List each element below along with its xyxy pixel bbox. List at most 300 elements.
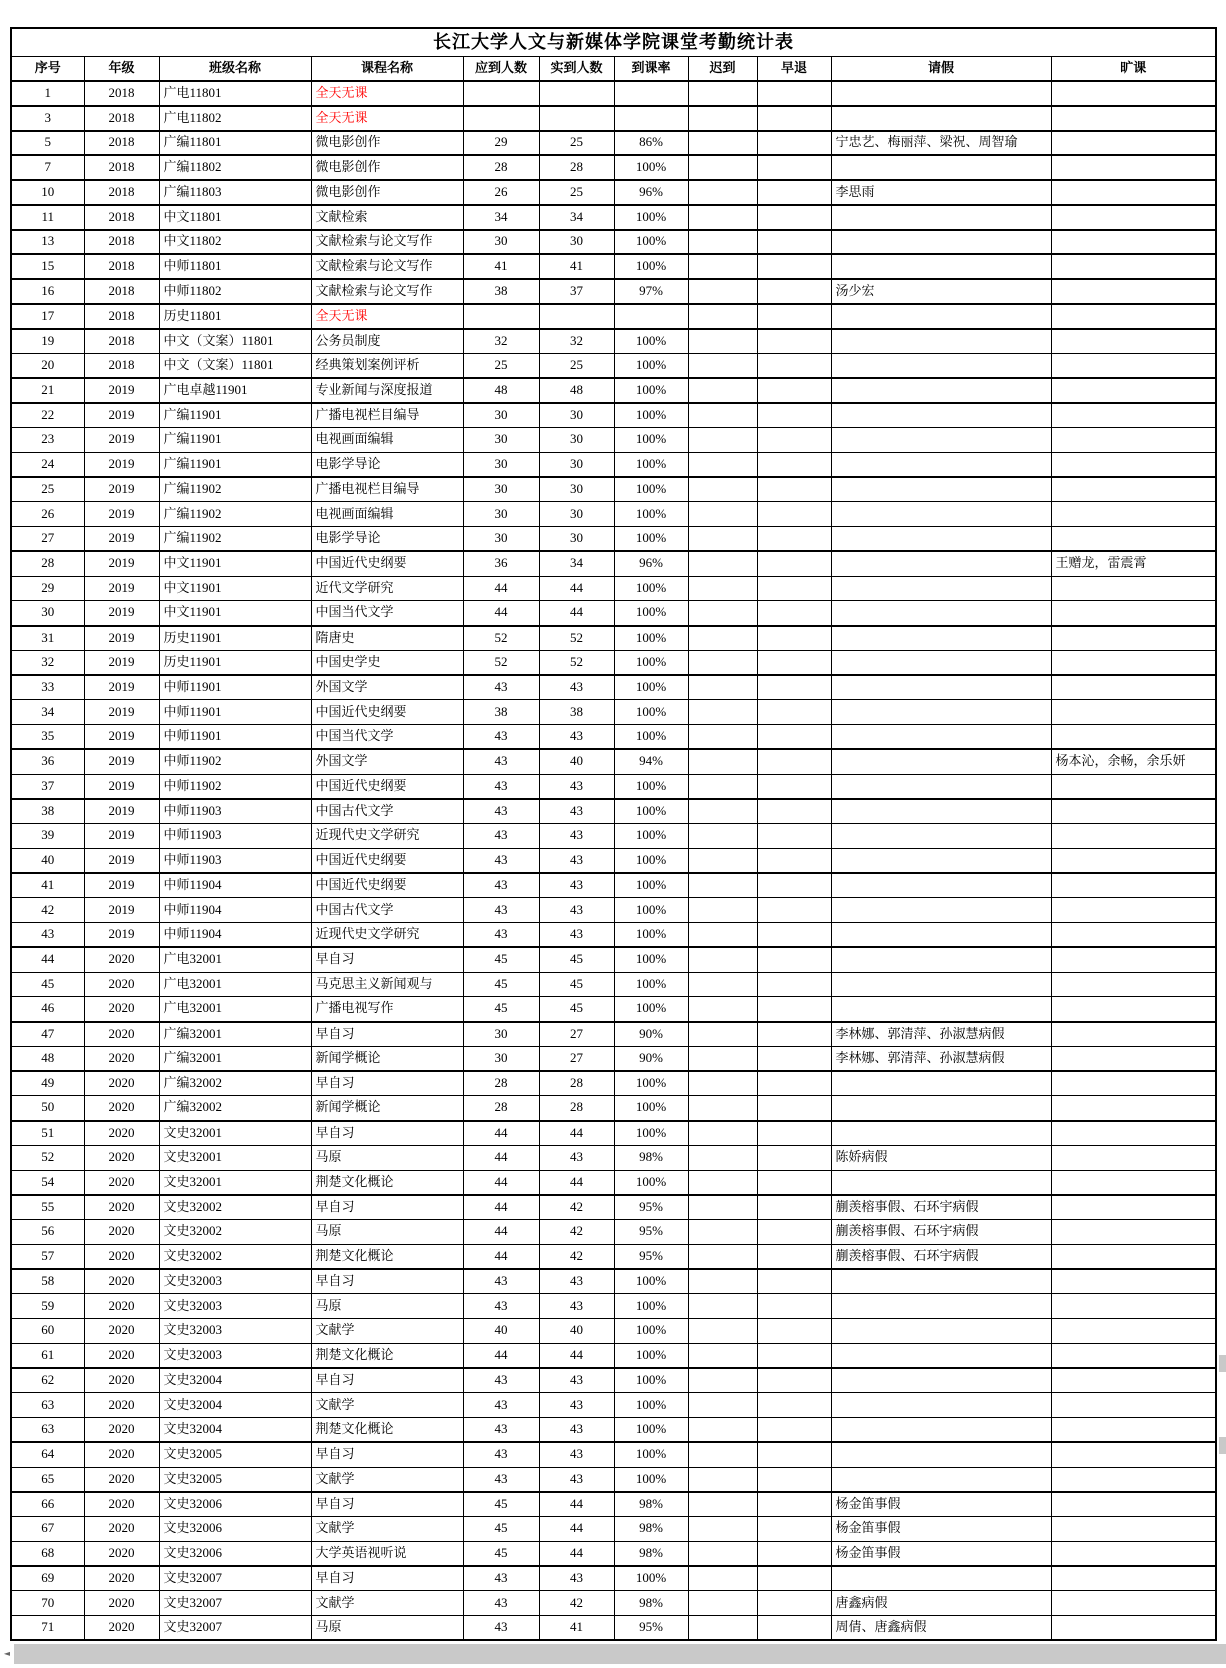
cell-leave[interactable] xyxy=(831,799,1051,824)
cell-early[interactable] xyxy=(757,1517,831,1542)
cell-grade[interactable]: 2020 xyxy=(84,1492,159,1517)
cell-course-name[interactable]: 早自习 xyxy=(311,1195,463,1220)
cell-grade[interactable]: 2020 xyxy=(84,1220,159,1245)
cell-no[interactable]: 23 xyxy=(11,428,84,453)
cell-absence[interactable] xyxy=(1051,725,1216,750)
cell-leave[interactable] xyxy=(831,576,1051,601)
cell-actual[interactable]: 28 xyxy=(539,155,614,180)
cell-class-name[interactable]: 广编11902 xyxy=(159,502,311,527)
cell-late[interactable] xyxy=(688,1616,757,1641)
cell-actual[interactable]: 37 xyxy=(539,279,614,304)
cell-expected[interactable]: 30 xyxy=(463,527,539,552)
cell-late[interactable] xyxy=(688,254,757,279)
cell-rate[interactable]: 100% xyxy=(614,1294,688,1319)
cell-leave[interactable]: 汤少宏 xyxy=(831,279,1051,304)
cell-early[interactable] xyxy=(757,1170,831,1195)
cell-class-name[interactable]: 广编11901 xyxy=(159,452,311,477)
cell-early[interactable] xyxy=(757,1541,831,1566)
cell-class-name[interactable]: 文史32003 xyxy=(159,1294,311,1319)
cell-leave[interactable] xyxy=(831,824,1051,849)
cell-expected[interactable] xyxy=(463,106,539,131)
cell-course-name[interactable]: 早自习 xyxy=(311,1121,463,1146)
cell-expected[interactable]: 43 xyxy=(463,1442,539,1467)
cell-course-name[interactable]: 文献学 xyxy=(311,1319,463,1344)
cell-leave[interactable] xyxy=(831,428,1051,453)
cell-absence[interactable] xyxy=(1051,452,1216,477)
cell-actual[interactable]: 43 xyxy=(539,873,614,898)
cell-grade[interactable]: 2019 xyxy=(84,626,159,651)
cell-course-name[interactable]: 早自习 xyxy=(311,1071,463,1096)
cell-grade[interactable]: 2020 xyxy=(84,972,159,997)
cell-early[interactable] xyxy=(757,155,831,180)
cell-late[interactable] xyxy=(688,947,757,972)
cell-actual[interactable]: 44 xyxy=(539,1492,614,1517)
cell-leave[interactable] xyxy=(831,700,1051,725)
cell-absence[interactable] xyxy=(1051,700,1216,725)
cell-grade[interactable]: 2018 xyxy=(84,230,159,255)
cell-course-name[interactable]: 中国古代文学 xyxy=(311,799,463,824)
cell-expected[interactable]: 43 xyxy=(463,898,539,923)
cell-rate[interactable]: 100% xyxy=(614,1393,688,1418)
cell-course-name[interactable]: 中国近代史纲要 xyxy=(311,873,463,898)
cell-early[interactable] xyxy=(757,279,831,304)
cell-class-name[interactable]: 中师11901 xyxy=(159,700,311,725)
cell-course-name[interactable]: 全天无课 xyxy=(311,304,463,329)
cell-no[interactable]: 29 xyxy=(11,576,84,601)
cell-course-name[interactable]: 广播电视栏目编导 xyxy=(311,403,463,428)
cell-rate[interactable]: 95% xyxy=(614,1616,688,1641)
cell-no[interactable]: 30 xyxy=(11,601,84,626)
cell-class-name[interactable]: 历史11901 xyxy=(159,650,311,675)
cell-expected[interactable]: 44 xyxy=(463,1195,539,1220)
cell-late[interactable] xyxy=(688,428,757,453)
cell-early[interactable] xyxy=(757,1616,831,1641)
cell-leave[interactable] xyxy=(831,725,1051,750)
cell-expected[interactable]: 34 xyxy=(463,205,539,230)
cell-grade[interactable]: 2018 xyxy=(84,353,159,378)
cell-no[interactable]: 7 xyxy=(11,155,84,180)
cell-leave[interactable] xyxy=(831,106,1051,131)
cell-late[interactable] xyxy=(688,1046,757,1071)
cell-grade[interactable]: 2020 xyxy=(84,1591,159,1616)
cell-grade[interactable]: 2018 xyxy=(84,279,159,304)
cell-class-name[interactable]: 广编11901 xyxy=(159,428,311,453)
cell-early[interactable] xyxy=(757,329,831,354)
cell-expected[interactable]: 25 xyxy=(463,353,539,378)
cell-early[interactable] xyxy=(757,1393,831,1418)
cell-no[interactable]: 64 xyxy=(11,1442,84,1467)
cell-absence[interactable] xyxy=(1051,378,1216,403)
cell-course-name[interactable]: 马克思主义新闻观与 xyxy=(311,972,463,997)
cell-expected[interactable]: 43 xyxy=(463,799,539,824)
cell-expected[interactable]: 36 xyxy=(463,551,539,576)
cell-leave[interactable] xyxy=(831,502,1051,527)
cell-absence[interactable] xyxy=(1051,1343,1216,1368)
cell-actual[interactable]: 42 xyxy=(539,1591,614,1616)
cell-leave[interactable]: 蒯羡榕事假、石环宇病假 xyxy=(831,1220,1051,1245)
cell-course-name[interactable]: 文献检索与论文写作 xyxy=(311,279,463,304)
cell-grade[interactable]: 2020 xyxy=(84,1442,159,1467)
cell-absence[interactable] xyxy=(1051,626,1216,651)
cell-course-name[interactable]: 文献学 xyxy=(311,1517,463,1542)
cell-absence[interactable] xyxy=(1051,180,1216,205)
cell-actual[interactable]: 25 xyxy=(539,180,614,205)
cell-expected[interactable]: 30 xyxy=(463,403,539,428)
cell-no[interactable]: 50 xyxy=(11,1096,84,1121)
cell-late[interactable] xyxy=(688,1319,757,1344)
cell-no[interactable]: 63 xyxy=(11,1418,84,1443)
cell-rate[interactable]: 100% xyxy=(614,527,688,552)
cell-rate[interactable]: 100% xyxy=(614,403,688,428)
cell-actual[interactable] xyxy=(539,106,614,131)
cell-absence[interactable] xyxy=(1051,428,1216,453)
cell-expected[interactable]: 43 xyxy=(463,873,539,898)
cell-expected[interactable]: 44 xyxy=(463,1121,539,1146)
cell-actual[interactable]: 32 xyxy=(539,329,614,354)
cell-grade[interactable]: 2020 xyxy=(84,1368,159,1393)
cell-actual[interactable]: 43 xyxy=(539,1145,614,1170)
cell-absence[interactable] xyxy=(1051,799,1216,824)
cell-course-name[interactable]: 公务员制度 xyxy=(311,329,463,354)
cell-leave[interactable] xyxy=(831,1343,1051,1368)
cell-rate[interactable]: 100% xyxy=(614,972,688,997)
cell-expected[interactable]: 38 xyxy=(463,700,539,725)
cell-class-name[interactable]: 中师11903 xyxy=(159,848,311,873)
cell-expected[interactable]: 43 xyxy=(463,725,539,750)
cell-course-name[interactable]: 大学英语视听说 xyxy=(311,1541,463,1566)
cell-leave[interactable] xyxy=(831,304,1051,329)
cell-expected[interactable]: 44 xyxy=(463,601,539,626)
cell-class-name[interactable]: 中师11903 xyxy=(159,799,311,824)
cell-late[interactable] xyxy=(688,1517,757,1542)
cell-no[interactable]: 40 xyxy=(11,848,84,873)
cell-early[interactable] xyxy=(757,947,831,972)
cell-early[interactable] xyxy=(757,477,831,502)
cell-late[interactable] xyxy=(688,824,757,849)
cell-course-name[interactable]: 电视画面编辑 xyxy=(311,428,463,453)
cell-actual[interactable]: 30 xyxy=(539,452,614,477)
cell-course-name[interactable]: 文献检索与论文写作 xyxy=(311,230,463,255)
cell-grade[interactable]: 2020 xyxy=(84,997,159,1022)
cell-actual[interactable]: 44 xyxy=(539,576,614,601)
cell-course-name[interactable]: 中国古代文学 xyxy=(311,898,463,923)
cell-early[interactable] xyxy=(757,1269,831,1294)
cell-class-name[interactable]: 文史32003 xyxy=(159,1269,311,1294)
cell-course-name[interactable]: 全天无课 xyxy=(311,81,463,106)
cell-grade[interactable]: 2019 xyxy=(84,428,159,453)
cell-late[interactable] xyxy=(688,774,757,799)
cell-early[interactable] xyxy=(757,873,831,898)
cell-late[interactable] xyxy=(688,1418,757,1443)
cell-class-name[interactable]: 文史32007 xyxy=(159,1591,311,1616)
column-header-no[interactable]: 序号 xyxy=(11,56,84,81)
cell-late[interactable] xyxy=(688,304,757,329)
cell-grade[interactable]: 2020 xyxy=(84,1566,159,1591)
column-header-actual[interactable]: 实到人数 xyxy=(539,56,614,81)
cell-leave[interactable]: 陈娇病假 xyxy=(831,1145,1051,1170)
cell-course-name[interactable]: 早自习 xyxy=(311,1442,463,1467)
cell-late[interactable] xyxy=(688,997,757,1022)
cell-early[interactable] xyxy=(757,601,831,626)
cell-no[interactable]: 63 xyxy=(11,1393,84,1418)
cell-grade[interactable]: 2018 xyxy=(84,329,159,354)
cell-expected[interactable]: 30 xyxy=(463,1046,539,1071)
cell-expected[interactable]: 32 xyxy=(463,329,539,354)
cell-late[interactable] xyxy=(688,1541,757,1566)
cell-absence[interactable] xyxy=(1051,824,1216,849)
cell-grade[interactable]: 2020 xyxy=(84,1517,159,1542)
cell-early[interactable] xyxy=(757,254,831,279)
column-header-expected[interactable]: 应到人数 xyxy=(463,56,539,81)
cell-no[interactable]: 32 xyxy=(11,650,84,675)
cell-leave[interactable]: 唐鑫病假 xyxy=(831,1591,1051,1616)
cell-no[interactable]: 61 xyxy=(11,1343,84,1368)
cell-class-name[interactable]: 文史32003 xyxy=(159,1343,311,1368)
cell-course-name[interactable]: 外国文学 xyxy=(311,749,463,774)
cell-no[interactable]: 21 xyxy=(11,378,84,403)
cell-rate[interactable]: 100% xyxy=(614,997,688,1022)
cell-expected[interactable]: 44 xyxy=(463,1170,539,1195)
vertical-scrollbar-fragment[interactable] xyxy=(1219,1355,1226,1372)
cell-early[interactable] xyxy=(757,725,831,750)
cell-absence[interactable]: 杨本沁，余畅，余乐妍 xyxy=(1051,749,1216,774)
cell-course-name[interactable]: 荆楚文化概论 xyxy=(311,1343,463,1368)
cell-early[interactable] xyxy=(757,106,831,131)
cell-no[interactable]: 47 xyxy=(11,1022,84,1047)
cell-grade[interactable]: 2019 xyxy=(84,576,159,601)
cell-rate[interactable]: 100% xyxy=(614,675,688,700)
cell-actual[interactable]: 43 xyxy=(539,799,614,824)
cell-grade[interactable]: 2019 xyxy=(84,898,159,923)
cell-expected[interactable]: 43 xyxy=(463,1467,539,1492)
cell-no[interactable]: 51 xyxy=(11,1121,84,1146)
cell-absence[interactable] xyxy=(1051,848,1216,873)
cell-actual[interactable]: 44 xyxy=(539,1121,614,1146)
cell-absence[interactable] xyxy=(1051,774,1216,799)
cell-class-name[interactable]: 文史32002 xyxy=(159,1220,311,1245)
cell-rate[interactable]: 100% xyxy=(614,923,688,948)
cell-rate[interactable]: 98% xyxy=(614,1541,688,1566)
cell-rate[interactable]: 95% xyxy=(614,1195,688,1220)
cell-grade[interactable]: 2020 xyxy=(84,1071,159,1096)
cell-grade[interactable]: 2019 xyxy=(84,452,159,477)
cell-early[interactable] xyxy=(757,626,831,651)
cell-class-name[interactable]: 中师11904 xyxy=(159,873,311,898)
cell-rate[interactable]: 98% xyxy=(614,1492,688,1517)
cell-leave[interactable] xyxy=(831,452,1051,477)
cell-actual[interactable]: 25 xyxy=(539,131,614,156)
cell-late[interactable] xyxy=(688,898,757,923)
page-title[interactable]: 长江大学人文与新媒体学院课堂考勤统计表 xyxy=(11,28,1216,56)
cell-expected[interactable]: 44 xyxy=(463,576,539,601)
cell-absence[interactable] xyxy=(1051,1046,1216,1071)
cell-early[interactable] xyxy=(757,1195,831,1220)
cell-class-name[interactable]: 文史32004 xyxy=(159,1418,311,1443)
cell-late[interactable] xyxy=(688,1195,757,1220)
cell-grade[interactable]: 2018 xyxy=(84,254,159,279)
cell-absence[interactable] xyxy=(1051,1195,1216,1220)
cell-leave[interactable] xyxy=(831,81,1051,106)
cell-absence[interactable] xyxy=(1051,1591,1216,1616)
cell-course-name[interactable]: 文献检索与论文写作 xyxy=(311,254,463,279)
cell-grade[interactable]: 2020 xyxy=(84,1541,159,1566)
cell-absence[interactable] xyxy=(1051,1244,1216,1269)
cell-absence[interactable] xyxy=(1051,230,1216,255)
cell-leave[interactable]: 蒯羡榕事假、石环宇病假 xyxy=(831,1244,1051,1269)
cell-absence[interactable] xyxy=(1051,1393,1216,1418)
cell-grade[interactable]: 2020 xyxy=(84,1294,159,1319)
cell-actual[interactable]: 43 xyxy=(539,848,614,873)
cell-expected[interactable]: 43 xyxy=(463,1269,539,1294)
cell-leave[interactable]: 杨金笛事假 xyxy=(831,1517,1051,1542)
cell-class-name[interactable]: 中师11902 xyxy=(159,774,311,799)
cell-no[interactable]: 62 xyxy=(11,1368,84,1393)
cell-early[interactable] xyxy=(757,403,831,428)
cell-grade[interactable]: 2019 xyxy=(84,824,159,849)
cell-leave[interactable] xyxy=(831,774,1051,799)
cell-late[interactable] xyxy=(688,279,757,304)
cell-rate[interactable]: 100% xyxy=(614,700,688,725)
cell-no[interactable]: 44 xyxy=(11,947,84,972)
cell-leave[interactable] xyxy=(831,601,1051,626)
cell-leave[interactable]: 李林娜、郭清萍、孙淑慧病假 xyxy=(831,1046,1051,1071)
cell-actual[interactable]: 43 xyxy=(539,725,614,750)
cell-class-name[interactable]: 中文11802 xyxy=(159,230,311,255)
cell-actual[interactable]: 43 xyxy=(539,1393,614,1418)
cell-expected[interactable]: 43 xyxy=(463,1566,539,1591)
cell-course-name[interactable]: 文献学 xyxy=(311,1467,463,1492)
cell-absence[interactable] xyxy=(1051,576,1216,601)
cell-actual[interactable]: 45 xyxy=(539,997,614,1022)
cell-actual[interactable]: 43 xyxy=(539,1418,614,1443)
cell-course-name[interactable]: 微电影创作 xyxy=(311,180,463,205)
column-header-absence[interactable]: 旷课 xyxy=(1051,56,1216,81)
cell-leave[interactable] xyxy=(831,848,1051,873)
column-header-rate[interactable]: 到课率 xyxy=(614,56,688,81)
cell-expected[interactable]: 43 xyxy=(463,1393,539,1418)
cell-class-name[interactable]: 文史32002 xyxy=(159,1195,311,1220)
cell-grade[interactable]: 2019 xyxy=(84,650,159,675)
cell-leave[interactable] xyxy=(831,749,1051,774)
cell-course-name[interactable]: 全天无课 xyxy=(311,106,463,131)
cell-late[interactable] xyxy=(688,749,757,774)
cell-leave[interactable] xyxy=(831,947,1051,972)
cell-course-name[interactable]: 中国当代文学 xyxy=(311,725,463,750)
scroll-left-arrow-icon[interactable]: ◄ xyxy=(0,1643,14,1665)
cell-late[interactable] xyxy=(688,477,757,502)
cell-grade[interactable]: 2020 xyxy=(84,1467,159,1492)
cell-rate[interactable]: 100% xyxy=(614,947,688,972)
cell-expected[interactable]: 29 xyxy=(463,131,539,156)
cell-grade[interactable]: 2020 xyxy=(84,1244,159,1269)
cell-expected[interactable]: 45 xyxy=(463,972,539,997)
cell-class-name[interactable]: 中文11901 xyxy=(159,551,311,576)
cell-late[interactable] xyxy=(688,1492,757,1517)
cell-grade[interactable]: 2018 xyxy=(84,81,159,106)
cell-leave[interactable] xyxy=(831,254,1051,279)
cell-expected[interactable]: 43 xyxy=(463,923,539,948)
cell-late[interactable] xyxy=(688,1294,757,1319)
cell-no[interactable]: 3 xyxy=(11,106,84,131)
cell-rate[interactable]: 100% xyxy=(614,205,688,230)
cell-absence[interactable] xyxy=(1051,972,1216,997)
cell-grade[interactable]: 2020 xyxy=(84,1269,159,1294)
cell-leave[interactable] xyxy=(831,997,1051,1022)
cell-course-name[interactable]: 中国当代文学 xyxy=(311,601,463,626)
cell-grade[interactable]: 2019 xyxy=(84,749,159,774)
cell-course-name[interactable]: 中国近代史纲要 xyxy=(311,551,463,576)
cell-no[interactable]: 28 xyxy=(11,551,84,576)
column-header-grade[interactable]: 年级 xyxy=(84,56,159,81)
cell-course-name[interactable]: 荆楚文化概论 xyxy=(311,1170,463,1195)
cell-expected[interactable] xyxy=(463,304,539,329)
cell-early[interactable] xyxy=(757,923,831,948)
cell-no[interactable]: 22 xyxy=(11,403,84,428)
cell-no[interactable]: 37 xyxy=(11,774,84,799)
cell-expected[interactable]: 44 xyxy=(463,1343,539,1368)
cell-late[interactable] xyxy=(688,576,757,601)
cell-actual[interactable]: 43 xyxy=(539,923,614,948)
cell-late[interactable] xyxy=(688,230,757,255)
cell-no[interactable]: 19 xyxy=(11,329,84,354)
cell-rate[interactable]: 100% xyxy=(614,1442,688,1467)
cell-expected[interactable]: 41 xyxy=(463,254,539,279)
cell-no[interactable]: 36 xyxy=(11,749,84,774)
cell-actual[interactable]: 45 xyxy=(539,972,614,997)
cell-rate[interactable]: 100% xyxy=(614,230,688,255)
cell-actual[interactable]: 30 xyxy=(539,230,614,255)
cell-actual[interactable]: 30 xyxy=(539,428,614,453)
cell-actual[interactable]: 52 xyxy=(539,626,614,651)
cell-no[interactable]: 70 xyxy=(11,1591,84,1616)
cell-course-name[interactable]: 马原 xyxy=(311,1616,463,1641)
cell-rate[interactable]: 100% xyxy=(614,1418,688,1443)
cell-no[interactable]: 65 xyxy=(11,1467,84,1492)
cell-grade[interactable]: 2019 xyxy=(84,725,159,750)
cell-leave[interactable] xyxy=(831,1121,1051,1146)
cell-early[interactable] xyxy=(757,650,831,675)
cell-no[interactable]: 56 xyxy=(11,1220,84,1245)
cell-class-name[interactable]: 中师11802 xyxy=(159,279,311,304)
cell-rate[interactable]: 98% xyxy=(614,1145,688,1170)
cell-late[interactable] xyxy=(688,1220,757,1245)
cell-rate[interactable] xyxy=(614,304,688,329)
cell-early[interactable] xyxy=(757,1220,831,1245)
cell-leave[interactable] xyxy=(831,898,1051,923)
cell-early[interactable] xyxy=(757,898,831,923)
cell-early[interactable] xyxy=(757,1096,831,1121)
cell-grade[interactable]: 2019 xyxy=(84,403,159,428)
cell-late[interactable] xyxy=(688,1121,757,1146)
cell-rate[interactable]: 100% xyxy=(614,799,688,824)
cell-no[interactable]: 16 xyxy=(11,279,84,304)
cell-no[interactable]: 55 xyxy=(11,1195,84,1220)
cell-late[interactable] xyxy=(688,527,757,552)
cell-late[interactable] xyxy=(688,1591,757,1616)
cell-course-name[interactable]: 电影学导论 xyxy=(311,527,463,552)
cell-leave[interactable] xyxy=(831,1467,1051,1492)
cell-early[interactable] xyxy=(757,1294,831,1319)
cell-expected[interactable]: 28 xyxy=(463,155,539,180)
cell-no[interactable]: 34 xyxy=(11,700,84,725)
cell-leave[interactable]: 杨金笛事假 xyxy=(831,1541,1051,1566)
column-header-course-name[interactable]: 课程名称 xyxy=(311,56,463,81)
cell-rate[interactable]: 98% xyxy=(614,1517,688,1542)
cell-absence[interactable] xyxy=(1051,254,1216,279)
cell-rate[interactable]: 100% xyxy=(614,477,688,502)
cell-grade[interactable]: 2020 xyxy=(84,1319,159,1344)
cell-actual[interactable]: 44 xyxy=(539,1541,614,1566)
